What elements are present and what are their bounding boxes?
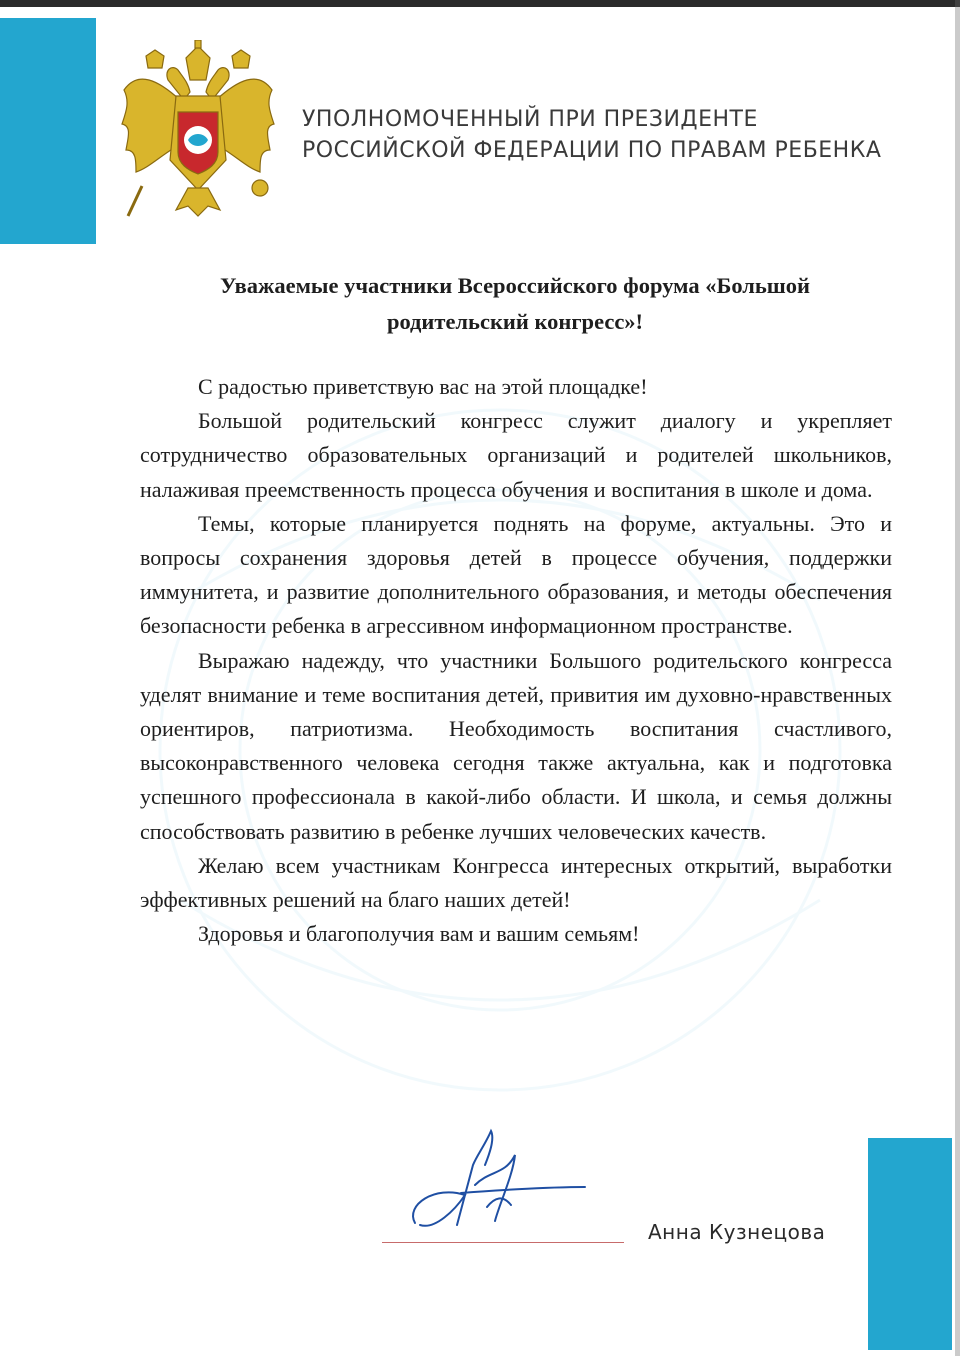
signature-line	[382, 1242, 624, 1243]
russian-coat-of-arms-icon	[118, 40, 278, 220]
accent-bar-right	[868, 1138, 952, 1350]
handwritten-signature-icon	[395, 1125, 595, 1245]
salutation-line-2: родительский конгресс»!	[386, 309, 644, 334]
scan-top-edge	[0, 0, 960, 7]
salutation	[120, 268, 910, 340]
paragraph: С радостью приветствую вас на этой площадке!	[198, 374, 648, 399]
letter-body	[140, 370, 892, 951]
org-title	[302, 104, 881, 166]
paragraph: Желаю всем участникам Конгресса интересных открытий, выработки эффективных решений на благо наших детей!	[140, 852, 892, 913]
paragraph: Выражаю надежду, что участники Большого родительского конгресса уделят внимание и теме воспитания детей, привития им духовно-нравственных ориентиров, патриотизма. Необходимость воспитания счастливого, высоконравственного человека сегодня также актуальна, как и подготовка успешного профессионала в какой-либо области. И школа, и семья должны способствовать развитию в ребенке лучших человеческих качеств.	[140, 647, 892, 844]
org-title-line-1: УПОЛНОМОЧЕННЫЙ ПРИ ПРЕЗИДЕНТЕ	[302, 107, 758, 132]
org-title-line-2: РОССИЙСКОЙ ФЕДЕРАЦИИ ПО ПРАВАМ РЕБЕНКА	[302, 138, 882, 163]
paragraph: Здоровья и благополучия вам и вашим семьям!	[198, 921, 640, 947]
salutation-line-1: Уважаемые участники Всероссийского форума «Большой	[219, 273, 811, 298]
accent-bar-left	[0, 18, 96, 244]
paragraph: Большой родительский конгресс служит диалогу и укрепляет сотрудничество образовательных организаций и родителей школьников, налаживая преемственность процесса обучения и воспитания в школе и дома.	[140, 408, 892, 502]
scan-right-edge	[955, 0, 960, 1356]
paragraph: Темы, которые планируется поднять на форуме, актуальны. Это и вопросы сохранения здоровья детей в процессе обучения, поддержки иммунитета, и развитие дополнительного образования, и методы обеспечения безопасности ребенка в агрессивном информационном пространстве.	[140, 510, 892, 639]
signer-name: Анна Кузнецова	[648, 1220, 826, 1244]
